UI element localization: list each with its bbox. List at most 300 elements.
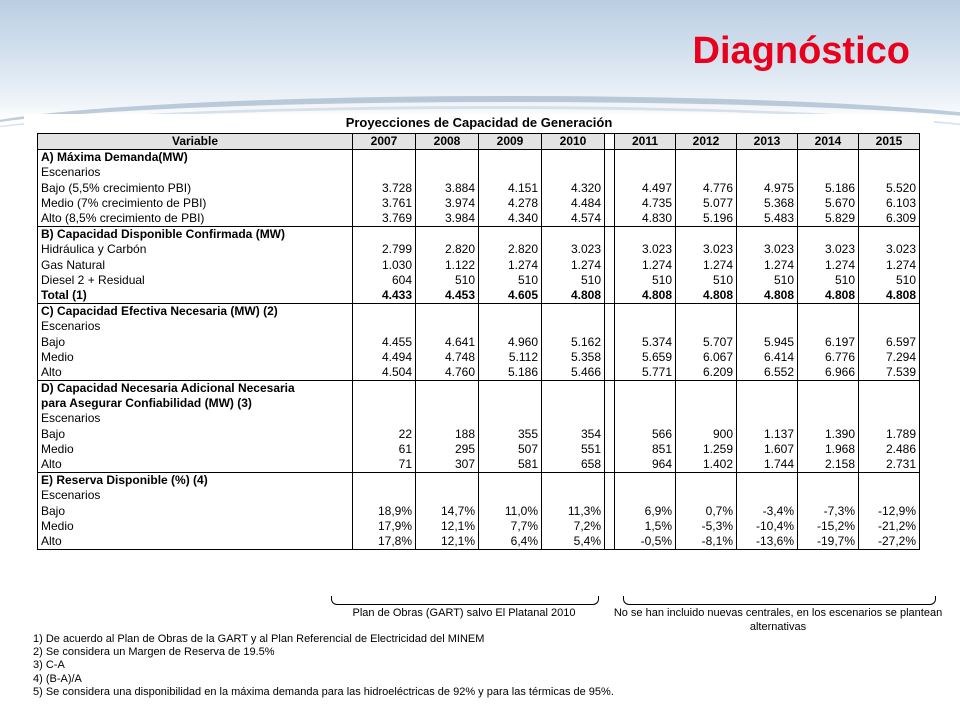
column-gap	[605, 242, 615, 257]
cell-value: 6.776	[798, 350, 859, 365]
cell-value: 4.808	[542, 288, 605, 304]
cell-value: 1,5%	[615, 519, 676, 534]
cell-value	[859, 473, 920, 489]
cell-value: 964	[615, 457, 676, 473]
cell-value: 658	[542, 457, 605, 473]
cell-value	[615, 396, 676, 411]
cell-value: 5.077	[676, 196, 737, 211]
footnote: 3) C-A	[33, 659, 65, 672]
column-gap	[605, 227, 615, 243]
header-year: 2010	[542, 134, 605, 150]
cell-value: 3.023	[542, 242, 605, 257]
cell-value: 510	[479, 273, 542, 288]
cell-value	[353, 150, 416, 166]
row-label: Alto	[38, 457, 353, 473]
cell-value: 4.497	[615, 181, 676, 196]
table-row	[38, 242, 920, 257]
cell-value	[479, 473, 542, 489]
cell-value: -5,3%	[676, 519, 737, 534]
cell-value: 6,4%	[479, 534, 542, 550]
cell-value	[859, 411, 920, 426]
cell-value: 510	[416, 273, 479, 288]
row-label: Alto	[38, 365, 353, 381]
cell-value	[542, 319, 605, 334]
cell-value	[859, 381, 920, 397]
cell-value: 14,7%	[416, 504, 479, 519]
cell-value: 4.808	[615, 288, 676, 304]
table-row	[38, 473, 920, 489]
column-gap	[605, 534, 615, 550]
cell-value: 4.808	[859, 288, 920, 304]
table-row	[38, 319, 920, 334]
cell-value: -3,4%	[737, 504, 798, 519]
cell-value: 6.414	[737, 350, 798, 365]
cell-value: 1.274	[737, 258, 798, 273]
cell-value: 4.455	[353, 334, 416, 349]
cell-value	[542, 396, 605, 411]
column-gap	[605, 288, 615, 304]
cell-value: 12,1%	[416, 534, 479, 550]
cell-value	[737, 319, 798, 334]
left-brace	[331, 596, 599, 605]
cell-value: 12,1%	[416, 519, 479, 534]
column-gap	[605, 304, 615, 320]
column-gap	[605, 396, 615, 411]
cell-value: 2.158	[798, 457, 859, 473]
cell-value: -19,7%	[798, 534, 859, 550]
table-row	[38, 211, 920, 227]
row-label: Bajo (5,5% crecimiento PBI)	[38, 181, 353, 196]
cell-value	[676, 304, 737, 320]
cell-value	[676, 227, 737, 243]
cell-value	[737, 396, 798, 411]
cell-value	[737, 381, 798, 397]
row-label: Escenarios	[38, 319, 353, 334]
column-gap	[605, 519, 615, 534]
cell-value	[737, 165, 798, 180]
row-label: Gas Natural	[38, 258, 353, 273]
cell-value	[737, 411, 798, 426]
column-gap	[605, 196, 615, 211]
row-label: A) Máxima Demanda(MW)	[38, 150, 353, 166]
cell-value	[542, 227, 605, 243]
table-row	[38, 411, 920, 426]
cell-value: 851	[615, 442, 676, 457]
cell-value: 355	[479, 427, 542, 442]
cell-value	[676, 488, 737, 503]
cell-value: 6,9%	[615, 504, 676, 519]
footnote: 5) Se considera una disponibilidad en la máxima demanda para las hidroeléctricas de 92% y para las térmicas de 95%.	[33, 685, 614, 698]
cell-value: 7.539	[859, 365, 920, 381]
cell-value: 510	[615, 273, 676, 288]
cell-value: 6.597	[859, 334, 920, 349]
header-year: 2008	[416, 134, 479, 150]
cell-value: 5.162	[542, 334, 605, 349]
cell-value	[353, 473, 416, 489]
cell-value	[353, 381, 416, 397]
cell-value: 1.390	[798, 427, 859, 442]
cell-value: 4.960	[479, 334, 542, 349]
cell-value: 3.023	[859, 242, 920, 257]
cell-value: 3.023	[615, 242, 676, 257]
cell-value	[542, 150, 605, 166]
cell-value	[676, 396, 737, 411]
column-gap	[605, 488, 615, 503]
cell-value: 4.453	[416, 288, 479, 304]
row-label: Alto	[38, 534, 353, 550]
cell-value	[416, 227, 479, 243]
cell-value: 566	[615, 427, 676, 442]
row-label: D) Capacidad Necesaria Adicional Necesaria	[38, 381, 353, 397]
cell-value	[479, 319, 542, 334]
cell-value: 5.707	[676, 334, 737, 349]
cell-value	[859, 319, 920, 334]
cell-value	[479, 411, 542, 426]
cell-value: 1.274	[615, 258, 676, 273]
footnote: 2) Se considera un Margen de Reserva de 19.5%	[33, 646, 275, 659]
cell-value: 7.294	[859, 350, 920, 365]
cell-value: 295	[416, 442, 479, 457]
cell-value: -13,6%	[737, 534, 798, 550]
cell-value: 5.368	[737, 196, 798, 211]
cell-value: 1.137	[737, 427, 798, 442]
cell-value	[542, 488, 605, 503]
cell-value: 4.808	[737, 288, 798, 304]
cell-value: 4.433	[353, 288, 416, 304]
cell-value: 1.030	[353, 258, 416, 273]
cell-value: 4.484	[542, 196, 605, 211]
cell-value: 3.884	[416, 181, 479, 196]
cell-value	[798, 165, 859, 180]
column-gap	[605, 381, 615, 397]
cell-value: 2.799	[353, 242, 416, 257]
table-row	[38, 504, 920, 519]
cell-value	[353, 165, 416, 180]
cell-value	[479, 304, 542, 320]
table-row	[38, 196, 920, 211]
cell-value: 1.607	[737, 442, 798, 457]
cell-value: 5.112	[479, 350, 542, 365]
cell-value: 1.968	[798, 442, 859, 457]
cell-value: 7,2%	[542, 519, 605, 534]
cell-value: 61	[353, 442, 416, 457]
header-year: 2012	[676, 134, 737, 150]
cell-value	[859, 304, 920, 320]
cell-value	[676, 165, 737, 180]
cell-value	[859, 396, 920, 411]
cell-value: 1.402	[676, 457, 737, 473]
cell-value: 551	[542, 442, 605, 457]
table-row	[38, 304, 920, 320]
cell-value: -7,3%	[798, 504, 859, 519]
cell-value: 604	[353, 273, 416, 288]
cell-value	[737, 488, 798, 503]
cell-value	[615, 381, 676, 397]
row-label: Escenarios	[38, 165, 353, 180]
column-gap	[605, 350, 615, 365]
cell-value	[798, 396, 859, 411]
cell-value: 510	[542, 273, 605, 288]
row-label: E) Reserva Disponible (%) (4)	[38, 473, 353, 489]
cell-value	[542, 165, 605, 180]
cell-value: 3.728	[353, 181, 416, 196]
cell-value: 1.274	[479, 258, 542, 273]
cell-value: 17,8%	[353, 534, 416, 550]
row-label: Bajo	[38, 427, 353, 442]
row-label: B) Capacidad Disponible Confirmada (MW)	[38, 227, 353, 243]
cell-value: 1.274	[542, 258, 605, 273]
cell-value	[353, 411, 416, 426]
table-row	[38, 181, 920, 196]
cell-value	[479, 381, 542, 397]
table-row	[38, 519, 920, 534]
cell-value	[676, 150, 737, 166]
cell-value: 4.340	[479, 211, 542, 227]
footnote: 4) (B-A)/A	[33, 672, 82, 685]
header-year: 2013	[737, 134, 798, 150]
cell-value	[859, 488, 920, 503]
cell-value: 3.769	[353, 211, 416, 227]
cell-value	[737, 473, 798, 489]
cell-value: 1.744	[737, 457, 798, 473]
cell-value: 5.186	[479, 365, 542, 381]
cell-value	[479, 227, 542, 243]
cell-value	[615, 150, 676, 166]
projection-table	[37, 133, 920, 550]
cell-value: -21,2%	[859, 519, 920, 534]
cell-value: 17,9%	[353, 519, 416, 534]
cell-value: 6.552	[737, 365, 798, 381]
cell-value	[615, 227, 676, 243]
header-year: 2007	[353, 134, 416, 150]
column-gap	[605, 427, 615, 442]
cell-value: 1.122	[416, 258, 479, 273]
cell-value	[416, 473, 479, 489]
footnote: 1) De acuerdo al Plan de Obras de la GART y al Plan Referencial de Electricidad del MINEM	[33, 633, 485, 645]
row-label: Medio (7% crecimiento de PBI)	[38, 196, 353, 211]
cell-value: 5.186	[798, 181, 859, 196]
table-row	[38, 334, 920, 349]
cell-value: -15,2%	[798, 519, 859, 534]
cell-value	[798, 488, 859, 503]
cell-value	[542, 473, 605, 489]
cell-value: 7,7%	[479, 519, 542, 534]
column-gap	[605, 150, 615, 166]
cell-value: 1.259	[676, 442, 737, 457]
cell-value	[798, 227, 859, 243]
cell-value: 2.820	[479, 242, 542, 257]
cell-value: 22	[353, 427, 416, 442]
row-label: Total (1)	[38, 288, 353, 304]
table-header-row	[38, 134, 920, 150]
column-gap	[605, 258, 615, 273]
table-row	[38, 350, 920, 365]
cell-value: -10,4%	[737, 519, 798, 534]
note-right: No se han incluido nuevas centrales, en los escenarios se plantean alternativas	[613, 607, 943, 633]
cell-value: 2.820	[416, 242, 479, 257]
cell-value	[798, 150, 859, 166]
cell-value: 5.520	[859, 181, 920, 196]
cell-value: 5,4%	[542, 534, 605, 550]
cell-value	[542, 381, 605, 397]
column-gap	[605, 504, 615, 519]
cell-value	[416, 319, 479, 334]
cell-value: 4.605	[479, 288, 542, 304]
cell-value	[859, 165, 920, 180]
cell-value	[676, 473, 737, 489]
cell-value: 307	[416, 457, 479, 473]
cell-value	[615, 319, 676, 334]
cell-value	[798, 319, 859, 334]
column-gap	[605, 334, 615, 349]
cell-value: -12,9%	[859, 504, 920, 519]
row-label: Alto (8,5% crecimiento de PBI)	[38, 211, 353, 227]
cell-value: 1.274	[798, 258, 859, 273]
footnotes	[33, 633, 614, 699]
cell-value: 5.659	[615, 350, 676, 365]
cell-value: 4.808	[798, 288, 859, 304]
cell-value	[353, 488, 416, 503]
cell-value	[353, 319, 416, 334]
cell-value	[353, 304, 416, 320]
cell-value: 4.735	[615, 196, 676, 211]
cell-value: 4.641	[416, 334, 479, 349]
table-row	[38, 427, 920, 442]
row-label: Medio	[38, 350, 353, 365]
table-row	[38, 288, 920, 304]
row-label: Bajo	[38, 334, 353, 349]
cell-value	[676, 319, 737, 334]
cell-value: 3.761	[353, 196, 416, 211]
table-row	[38, 457, 920, 473]
cell-value	[737, 150, 798, 166]
cell-value: 1.274	[676, 258, 737, 273]
cell-value: 3.984	[416, 211, 479, 227]
table-panel	[24, 114, 934, 588]
header-variable: Variable	[38, 134, 353, 150]
cell-value	[416, 488, 479, 503]
cell-value	[353, 227, 416, 243]
cell-value: 4.808	[676, 288, 737, 304]
cell-value: 4.320	[542, 181, 605, 196]
cell-value	[542, 411, 605, 426]
cell-value: 510	[737, 273, 798, 288]
cell-value: 1.789	[859, 427, 920, 442]
cell-value	[479, 396, 542, 411]
column-gap	[605, 319, 615, 334]
cell-value	[416, 165, 479, 180]
page-title: Diagnóstico	[692, 30, 910, 72]
column-gap	[605, 211, 615, 227]
cell-value: 18,9%	[353, 504, 416, 519]
cell-value	[798, 411, 859, 426]
cell-value	[859, 227, 920, 243]
cell-value: 3.974	[416, 196, 479, 211]
row-label: Diesel 2 + Residual	[38, 273, 353, 288]
cell-value	[416, 150, 479, 166]
cell-value: 581	[479, 457, 542, 473]
cell-value: 5.466	[542, 365, 605, 381]
cell-value: 6.309	[859, 211, 920, 227]
cell-value	[479, 488, 542, 503]
cell-value: 4.151	[479, 181, 542, 196]
cell-value	[353, 396, 416, 411]
row-label: Escenarios	[38, 411, 353, 426]
column-gap	[605, 457, 615, 473]
cell-value: -0,5%	[615, 534, 676, 550]
cell-value: 5.771	[615, 365, 676, 381]
cell-value: 188	[416, 427, 479, 442]
cell-value	[798, 381, 859, 397]
cell-value	[859, 150, 920, 166]
cell-value	[615, 473, 676, 489]
cell-value: 4.748	[416, 350, 479, 365]
cell-value	[615, 488, 676, 503]
table-row	[38, 365, 920, 381]
cell-value: 510	[676, 273, 737, 288]
cell-value: 5.483	[737, 211, 798, 227]
row-label: Hidráulica y Carbón	[38, 242, 353, 257]
cell-value	[416, 381, 479, 397]
cell-value	[542, 304, 605, 320]
cell-value: 0,7%	[676, 504, 737, 519]
cell-value: 6.103	[859, 196, 920, 211]
header-year: 2009	[479, 134, 542, 150]
cell-value: 4.504	[353, 365, 416, 381]
table-row	[38, 396, 920, 411]
cell-value: 2.731	[859, 457, 920, 473]
cell-value: 71	[353, 457, 416, 473]
cell-value: 5.829	[798, 211, 859, 227]
column-gap	[605, 165, 615, 180]
cell-value	[737, 304, 798, 320]
cell-value: 4.278	[479, 196, 542, 211]
header-year: 2015	[859, 134, 920, 150]
cell-value: 3.023	[737, 242, 798, 257]
table-row	[38, 258, 920, 273]
table-row	[38, 534, 920, 550]
cell-value: 6.209	[676, 365, 737, 381]
cell-value: 510	[859, 273, 920, 288]
cell-value: 11,0%	[479, 504, 542, 519]
column-gap	[605, 411, 615, 426]
cell-value: 4.574	[542, 211, 605, 227]
row-label: C) Capacidad Efectiva Necesaria (MW) (2)	[38, 304, 353, 320]
cell-value: 5.374	[615, 334, 676, 349]
cell-value: 4.494	[353, 350, 416, 365]
table-row	[38, 227, 920, 243]
column-gap	[605, 442, 615, 457]
table-row	[38, 165, 920, 180]
row-label: Medio	[38, 519, 353, 534]
cell-value: 4.830	[615, 211, 676, 227]
column-gap	[605, 273, 615, 288]
header-year: 2014	[798, 134, 859, 150]
cell-value: 11,3%	[542, 504, 605, 519]
column-gap	[605, 365, 615, 381]
cell-value: 507	[479, 442, 542, 457]
cell-value	[798, 473, 859, 489]
cell-value	[615, 411, 676, 426]
cell-value	[676, 411, 737, 426]
cell-value	[676, 381, 737, 397]
column-gap	[605, 181, 615, 196]
cell-value: 3.023	[798, 242, 859, 257]
cell-value: 6.197	[798, 334, 859, 349]
table-row	[38, 150, 920, 166]
column-gap	[605, 134, 615, 150]
cell-value	[479, 150, 542, 166]
